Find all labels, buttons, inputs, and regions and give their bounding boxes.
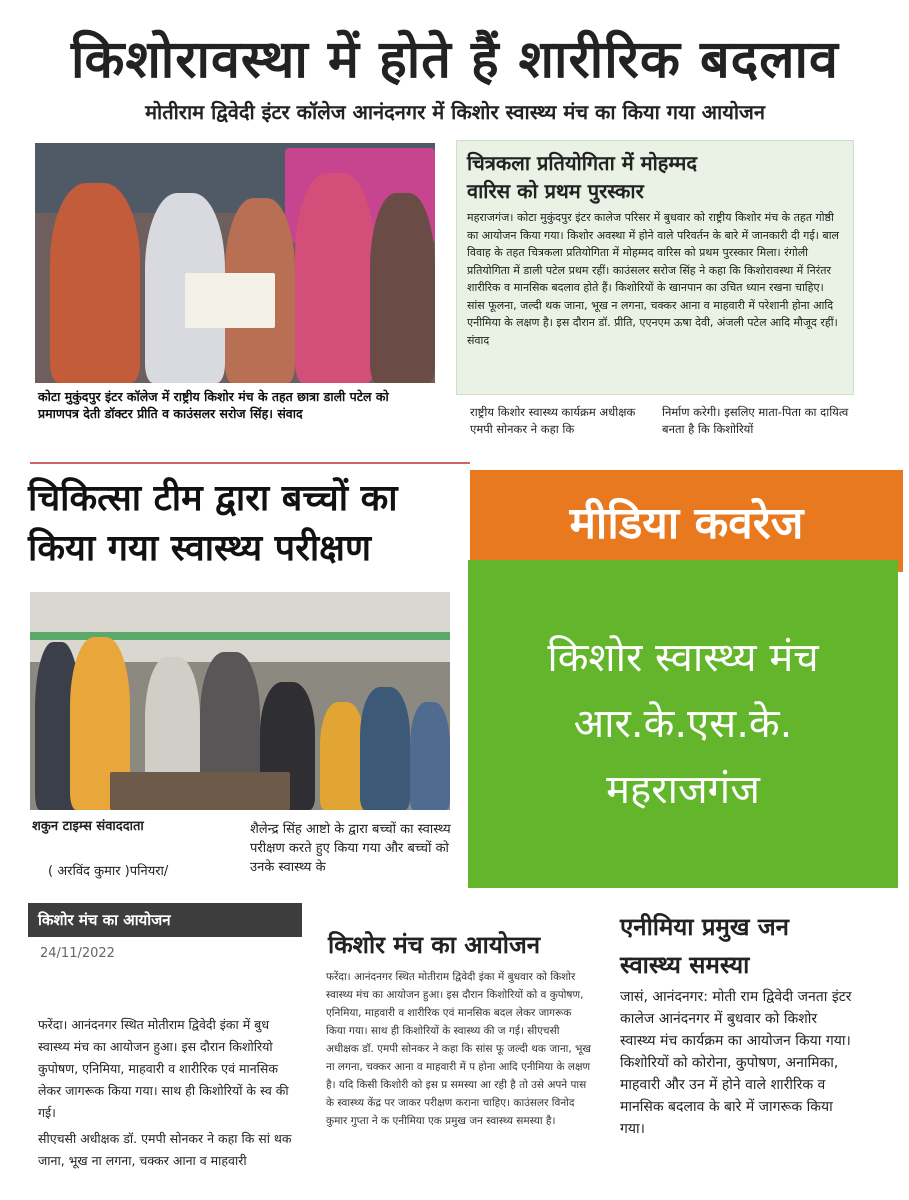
story4-title: किशोर मंच का आयोजन (328, 931, 541, 959)
story5-title (620, 908, 860, 984)
main-subheadline: मोतीराम द्विवेदी इंटर कॉलेज आनंदनगर में किशोर स्वास्थ्य मंच का किया गया आयोजन (145, 100, 765, 124)
column-text-2: निर्माण करेगी। इसलिए माता-पिता का दायित्व बनता है कि किशोरियों (662, 405, 849, 436)
story2-headline-line1: चिकित्सा टीम द्वारा बच्चों का (28, 478, 398, 519)
media-coverage-banner: मीडिया कवरेज (470, 470, 903, 572)
box-title-line2: वारिस को प्रथम पुरस्कार (467, 179, 644, 203)
story5-title-line1: एनीमिया प्रमुख जन (620, 913, 789, 941)
certificate-photo (35, 143, 435, 383)
story2-headline (28, 474, 458, 574)
box-body: महराजगंज। कोटा मुकुंदपुर इंटर कालेज परिसर में बुधवार को राष्ट्रीय किशोर मंच के तहत गोष्ठी का आयोजन किया गया। किशोर अवस्था में होने वाले परिवर्तन के बारे में जानकारी दी गई। बाल विवाह के तहत चित्रकला प्रतियोगिता में मोहम्मद वारिस को प्रथम पुरस्कार मिला। रंगोली प्रतियोगिता में डाली पटेल प्रथम रहीं। काउंसलर सरोज सिंह ने कहा कि किशोरावस्था में निरंतर शारीरिक व मानसिक बदलाव होते हैं। किशोरियों के खानपान का उचित ध्यान रखना चाहिए। सांस फूलना, जल्दी थक जाना, भूख न लगना, चक्कर आना व माहवारी में परेशानी होना आदि एनीमिया के लक्षण है। इस दौरान डॉ. प्रीति, एएनएम ऊषा देवी, अंजली पटेल आदि मौजूद रहीं। संवाद (467, 211, 840, 347)
story3-date: 24/11/2022 (40, 946, 115, 961)
byline: ( अरविंद कुमार )पनियरा/ (48, 864, 169, 879)
photo-caption-1: कोटा मुकुंदपुर इंटर कॉलेज में राष्ट्रीय किशोर मंच के तहत छात्रा डाली पटेल को प्रमाणपत्र देती डॉक्टर प्रीति व काउंसलर सरोज सिंह। संवाद (38, 389, 389, 421)
story3-para1: फरेंदा। आनंदनगर स्थित मोतीराम द्विवेदी इंका में बुध स्वास्थ्य मंच का आयोजन हुआ। इस दौरान किशोरियो कुपोषण, एनिमिया, माहवारी व शारीरिक एवं मानसिक लेकर जागरूक किया गया। साथ ही किशोरियों के स्व की गई। (38, 1017, 289, 1120)
column-text-1: राष्ट्रीय किशोर स्वास्थ्य कार्यक्रम अधीक्षक एमपी सोनकर ने कहा कि (470, 405, 636, 436)
program-panel (468, 560, 898, 888)
story3-title-bar: किशोर मंच का आयोजन (28, 903, 302, 937)
program-line1: किशोर स्वास्थ्य मंच (547, 635, 819, 681)
story2-caption: शैलेन्द्र सिंह आष्टो के द्वारा बच्चों का स्वास्थ्य परीक्षण करते हुए किया गया और बच्चों को उनके स्वास्थ्य के (250, 822, 451, 875)
main-headline: किशोरावस्था में होते हैं शारीरिक बदलाव (71, 30, 839, 90)
story5-body: जासं, आनंदनगर: मोती राम द्विवेदी जनता इंटर कालेज आनंदनगर में बुधवार को किशोर स्वास्थ्य मंच कार्यक्रम का आयोजन किया गया। किशोरियों को कोरोना, कुपोषण, अनामिका, माहवारी और उन में होने वाले शारीरिक व मानसिक बदलाव के बारे में जागरूक किया गया। (620, 989, 852, 1137)
program-line2: आर.के.एस.के. (573, 701, 793, 747)
divider (30, 462, 470, 464)
health-checkup-photo (30, 592, 450, 810)
story2-headline-line2: किया गया स्वास्थ्य परीक्षण (28, 528, 371, 569)
box-title-line1: चित्रकला प्रतियोगिता में मोहम्मद (467, 151, 697, 175)
story5-title-line2: स्वास्थ्य समस्या (620, 951, 750, 979)
story4-body: फरेंदा। आनंदनगर स्थित मोतीराम द्विवेदी इंका में बुधवार को किशोर स्वास्थ्य मंच का आयोजन हुआ। इस दौरान किशोरियों को व कुपोषण, एनिमिया, माहवारी व शारीरिक एवं मानसिक बदल लेकर जागरूक किया गया। साथ ही किशोरियों के स्वास्थ्य की ज गई। सीएचसी अधीक्षक डॉ. एमपी सोनकर ने कहा कि सांस फू जल्दी थक जाना, भूख ना लगना, चक्कर आना व माहवारी में प होना आदि एनीमिया के लक्षण है। यदि किसी किशोरी को इस प्र समस्या आ रही है तो उसे अपने पास के स्वास्थ्य केंद्र पर जाकर परीक्षण कराना चाहिए। काउंसलर विनोद कुमार गुप्ता ने क एनीमिया एक प्रमुख जन स्वास्थ्य समस्या है। (326, 971, 592, 1127)
photo-credit: शकुन टाइम्स संवाददाता (32, 819, 144, 834)
program-line3: महराजगंज (606, 767, 760, 813)
article-box (456, 140, 854, 395)
story3-para2: सीएचसी अधीक्षक डॉ. एमपी सोनकर ने कहा कि सां थक जाना, भूख ना लगना, चक्कर आना व माहवारी (38, 1131, 292, 1168)
